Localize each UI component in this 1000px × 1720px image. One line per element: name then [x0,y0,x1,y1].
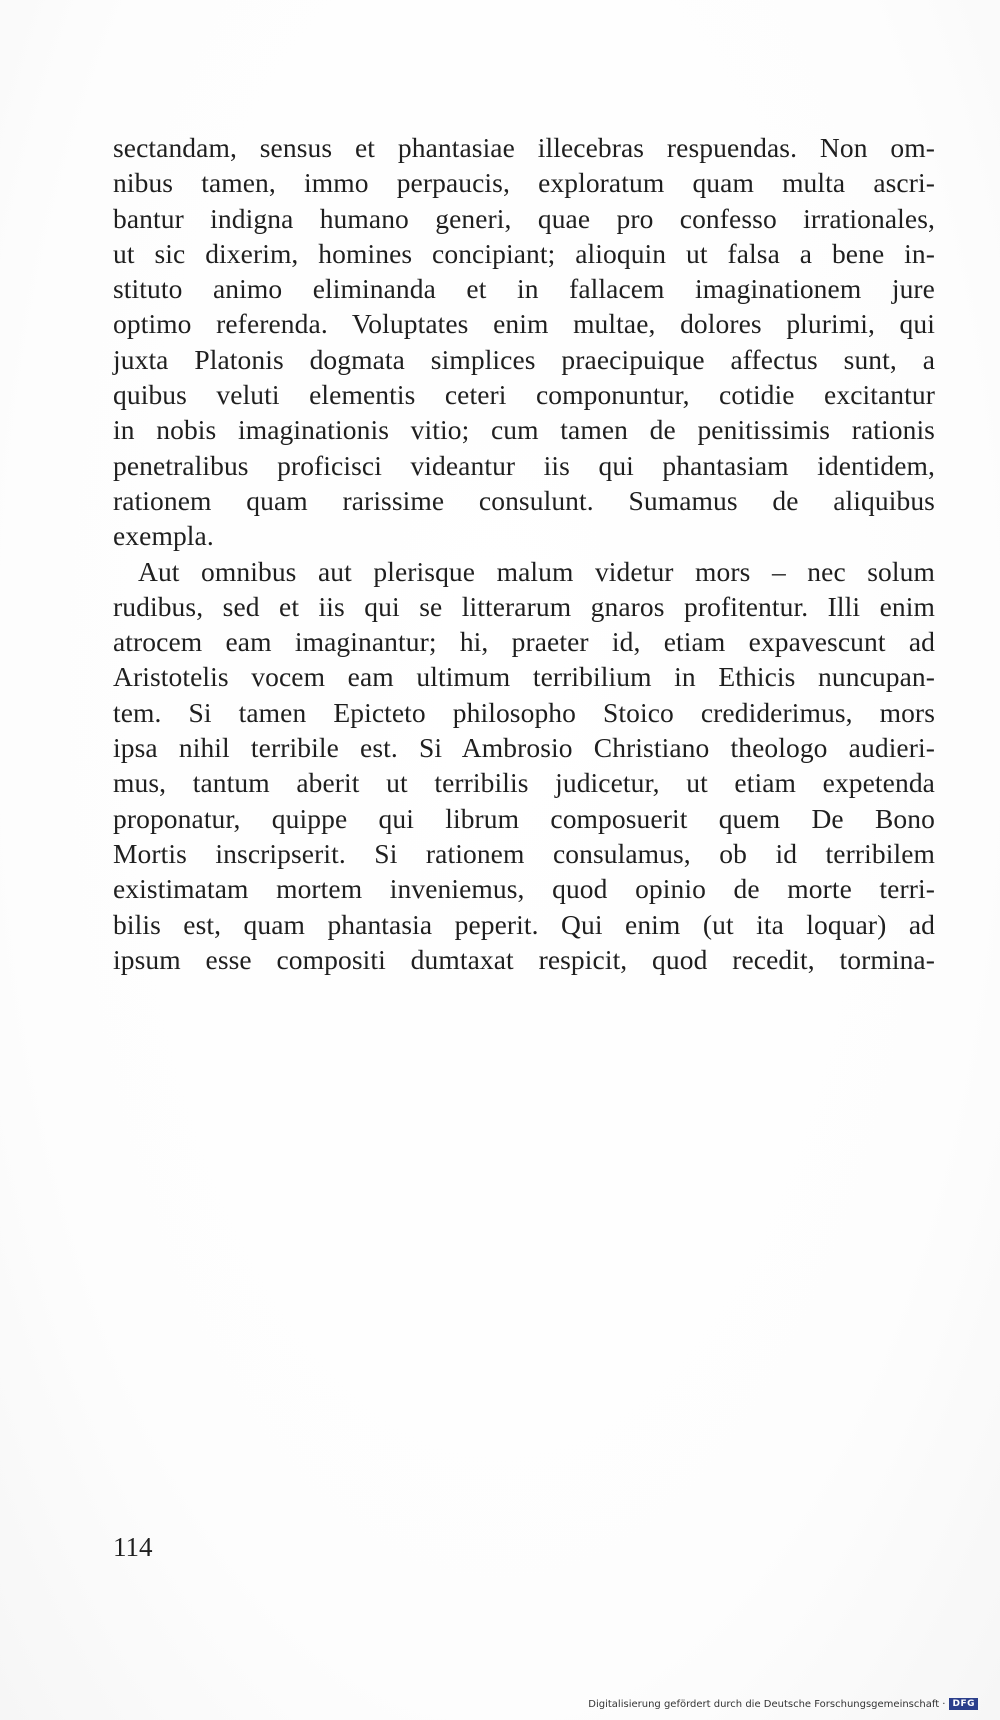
text-line: atrocem eam imaginantur; hi, praeter id, etiam expavescunt ad [113,626,935,658]
text-line: tem. Si tamen Epicteto philosopho Stoico crediderimus, mors [113,696,935,728]
text-line: nibus tamen, immo perpaucis, exploratum quam multa ascri- [113,167,935,199]
page-number: 114 [113,1532,153,1562]
text-line: mus, tantum aberit ut terribilis judicetur, ut etiam expetenda [113,767,935,799]
paragraph-2 [113,554,935,978]
text-line: rudibus, sed et iis qui se litterarum gnaros profitentur. Illi enim [113,590,935,622]
text-line: Aut omnibus aut plerisque malum videtur mors – nec solum [138,555,935,587]
text-line: bilis est, quam phantasia peperit. Qui enim (ut ita loquar) ad [113,908,935,940]
text-line: Mortis inscripserit. Si rationem consulamus, ob id terribilem [113,837,935,869]
text-line: penetralibus proficisci videantur iis qui phantasiam identidem, [113,449,935,481]
text-line: rationem quam rarissime consulunt. Sumamus de aliquibus [113,484,935,516]
text-line: proponatur, quippe qui librum composuerit quem De Bono [113,802,935,834]
text-line: optimo referenda. Voluptates enim multae, dolores plurimi, qui [113,308,935,340]
credit-text: Digitalisierung gefördert durch die Deutsche Forschungsgemeinschaft · [588,1698,946,1710]
digitization-credit [588,1698,978,1710]
text-line: Aristotelis vocem eam ultimum terribilium in Ethicis nuncupan- [113,661,935,693]
text-line: ipsa nihil terribile est. Si Ambrosio Christiano theologo audieri- [113,732,935,764]
dfg-logo-icon: DFG [949,1698,978,1710]
paragraph-1 [113,130,935,554]
text-line: bantur indigna humano generi, quae pro confesso irrationales, [113,202,935,234]
text-line: existimatam mortem inveniemus, quod opinio de morte terri- [113,873,935,905]
text-line: juxta Platonis dogmata simplices praecipuique affectus sunt, a [113,343,935,375]
text-line: ipsum esse compositi dumtaxat respicit, quod recedit, tormina- [113,943,935,975]
text-line: sectandam, sensus et phantasiae illecebras respuendas. Non om- [113,132,935,163]
text-line: ut sic dixerim, homines concipiant; alioquin ut falsa a bene in- [113,237,935,269]
body-text [113,130,935,977]
text-line: stituto animo eliminanda et in fallacem imaginationem jure [113,273,935,305]
text-line: in nobis imaginationis vitio; cum tamen de penitissimis rationis [113,414,935,446]
text-line: quibus veluti elementis ceteri componuntur, cotidie excitantur [113,379,935,411]
text-line: exempla. [113,520,214,552]
